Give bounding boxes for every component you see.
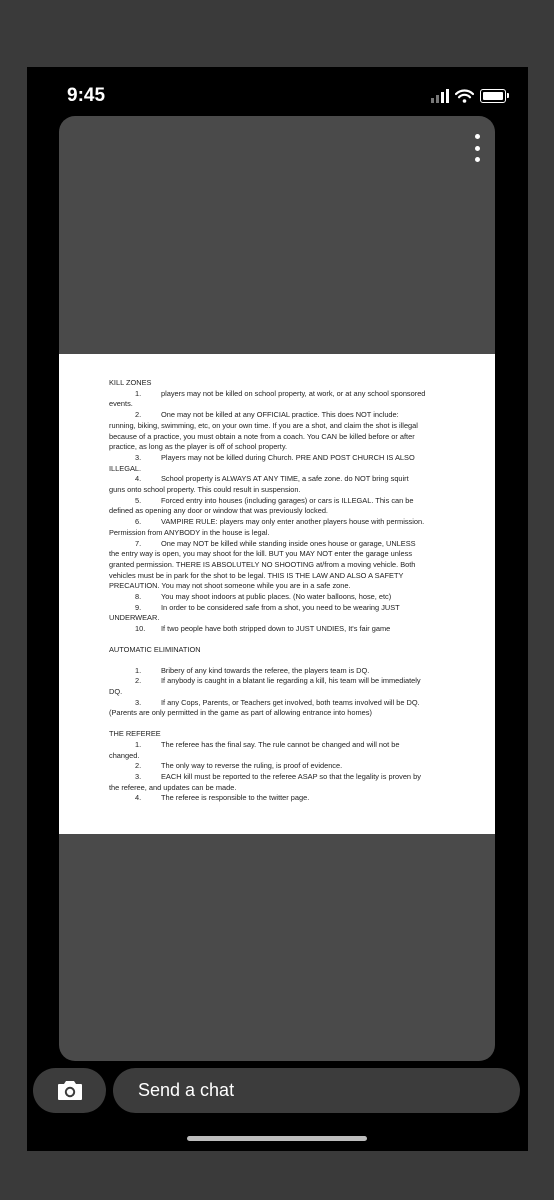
status-icons (431, 87, 506, 103)
document-line (109, 740, 441, 751)
line-text: changed. (109, 750, 140, 760)
line-text: Players may not be killed during Church. PRE AND POST CHURCH IS ALSO (161, 452, 415, 462)
section-heading-automatic-elimination: AUTOMATIC ELIMINATION (109, 644, 201, 654)
document-line (109, 761, 441, 772)
document-line (109, 613, 441, 624)
story-card[interactable] (59, 116, 495, 1061)
document-line (109, 708, 441, 719)
document-image (59, 354, 495, 834)
line-text: The referee has the final say. The rule cannot be changed and will not be (161, 739, 400, 749)
document-line (109, 698, 441, 709)
line-number: 7. (135, 538, 142, 548)
line-number: 2. (135, 410, 142, 420)
document-line (109, 410, 441, 421)
chat-input[interactable] (113, 1068, 520, 1113)
document-line (109, 399, 441, 410)
document-line (109, 517, 441, 528)
line-number: 2. (135, 676, 142, 686)
line-text: If two people have both stripped down to JUST UNDIES, It's fair game (161, 624, 391, 634)
document-line (109, 560, 441, 571)
line-text: If anybody is caught in a blatant lie regarding a kill, his team will be immediately (161, 676, 421, 686)
line-text: EACH kill must be reported to the referee ASAP so that the legality is proven by (161, 771, 421, 781)
line-number: 3. (135, 452, 142, 462)
line-text: UNDERWEAR. (109, 613, 160, 623)
line-number: 2. (135, 761, 142, 771)
line-number: 6. (135, 517, 142, 527)
document-line (109, 592, 441, 603)
document-line (109, 539, 441, 550)
signal-icon (431, 87, 449, 103)
line-text: defined as opening any door or window that was previously locked. (109, 506, 328, 516)
line-text: School property is ALWAYS AT ANY TIME, a safe zone. do NOT bring squirt (161, 474, 409, 484)
document-line (109, 783, 441, 794)
line-text: In order to be considered safe from a shot, you need to be wearing JUST (161, 602, 400, 612)
document-line (109, 571, 441, 582)
section-kill-zones (109, 389, 441, 635)
document-line (109, 549, 441, 560)
document-line (109, 624, 441, 635)
line-number: 4. (135, 474, 142, 484)
document-line (109, 432, 441, 443)
document-line (109, 421, 441, 432)
line-text: Bribery of any kind towards the referee, the players team is DQ. (161, 665, 370, 675)
camera-button[interactable] (33, 1068, 106, 1113)
home-indicator[interactable] (187, 1136, 367, 1141)
status-time: 9:45 (67, 85, 106, 106)
document-line (109, 581, 441, 592)
document-line (109, 772, 441, 783)
document-line (109, 676, 441, 687)
wifi-icon (455, 89, 474, 103)
line-text: ILLEGAL. (109, 463, 142, 473)
line-number: 5. (135, 495, 142, 505)
line-number: 1. (135, 665, 142, 675)
document-line (109, 793, 441, 804)
document-line (109, 389, 441, 400)
camera-icon (57, 1080, 83, 1101)
line-text: events. (109, 399, 133, 409)
section-referee (109, 740, 441, 804)
document-line (109, 474, 441, 485)
document-line (109, 496, 441, 507)
section-automatic-elimination (109, 666, 441, 720)
phone-frame (27, 67, 528, 1151)
line-text: vehicles must be in park for the shot to be legal. THIS IS THE LAW AND ALSO A SAFETY (109, 570, 404, 580)
document-line (109, 485, 441, 496)
bottom-bar (27, 1068, 528, 1118)
line-text: granted permission. THERE IS ABSOLUTELY NO SHOOTING at/from a moving vehicle. Both (109, 559, 416, 569)
line-number: 9. (135, 602, 142, 612)
line-text: (Parents are only permitted in the game as part of allowing entrance into homes) (109, 708, 372, 718)
line-text: DQ. (109, 686, 123, 696)
line-text: If any Cops, Parents, or Teachers get involved, both teams involved will be DQ. (161, 697, 420, 707)
line-text: The referee is responsible to the twitter page. (161, 793, 310, 803)
line-number: 1. (135, 388, 142, 398)
line-number: 1. (135, 739, 142, 749)
line-text: VAMPIRE RULE: players may only enter another players house with permission. (161, 517, 425, 527)
battery-icon (480, 89, 506, 103)
document-line (109, 464, 441, 475)
line-number: 8. (135, 592, 142, 602)
line-text: guns onto school property. This could result in suspension. (109, 485, 301, 495)
document-line (109, 687, 441, 698)
document-line (109, 442, 441, 453)
document-line (109, 603, 441, 614)
document-line (109, 528, 441, 539)
line-text: the referee, and updates can be made. (109, 782, 237, 792)
line-number: 10. (135, 624, 146, 634)
line-text: One may NOT be killed while standing inside ones house or garage, UNLESS (161, 538, 416, 548)
line-text: You may shoot indoors at public places. (No water balloons, hose, etc) (161, 592, 392, 602)
chat-placeholder: Send a chat (138, 1080, 235, 1100)
line-text: The only way to reverse the ruling, is proof of evidence. (161, 761, 343, 771)
line-text: practice, as long as the player is off of school property. (109, 442, 288, 452)
line-text: Permission from ANYBODY in the house is legal. (109, 527, 270, 537)
document-line (109, 453, 441, 464)
more-vertical-icon[interactable] (473, 134, 481, 162)
line-text: running, biking, swimming, etc, on your own time. If you are a shot, and claim the shot is illegal (109, 420, 418, 430)
line-number: 3. (135, 697, 142, 707)
line-text: the entry way is open, you may shoot for the kill. BUT you MAY NOT enter the garage unless (109, 549, 413, 559)
line-text: PRECAUTION. You may not shoot someone while you are in a safe zone. (109, 581, 351, 591)
section-heading-kill-zones: KILL ZONES (109, 378, 152, 387)
document-line (109, 666, 441, 677)
document-line (109, 506, 441, 517)
line-number: 3. (135, 771, 142, 781)
document-line (109, 751, 441, 762)
line-text: Forced entry into houses (including garages) or cars is ILLEGAL. This can be (161, 495, 414, 505)
line-number: 4. (135, 793, 142, 803)
line-text: players may not be killed on school property, at work, or at any school sponsored (161, 388, 426, 398)
line-text: because of a practice, you must obtain a note from a coach. You CAN be killed before or after (109, 431, 415, 441)
line-text: One may not be killed at any OFFICIAL practice. This does NOT include: (161, 410, 399, 420)
section-heading-referee: THE REFEREE (109, 729, 161, 739)
